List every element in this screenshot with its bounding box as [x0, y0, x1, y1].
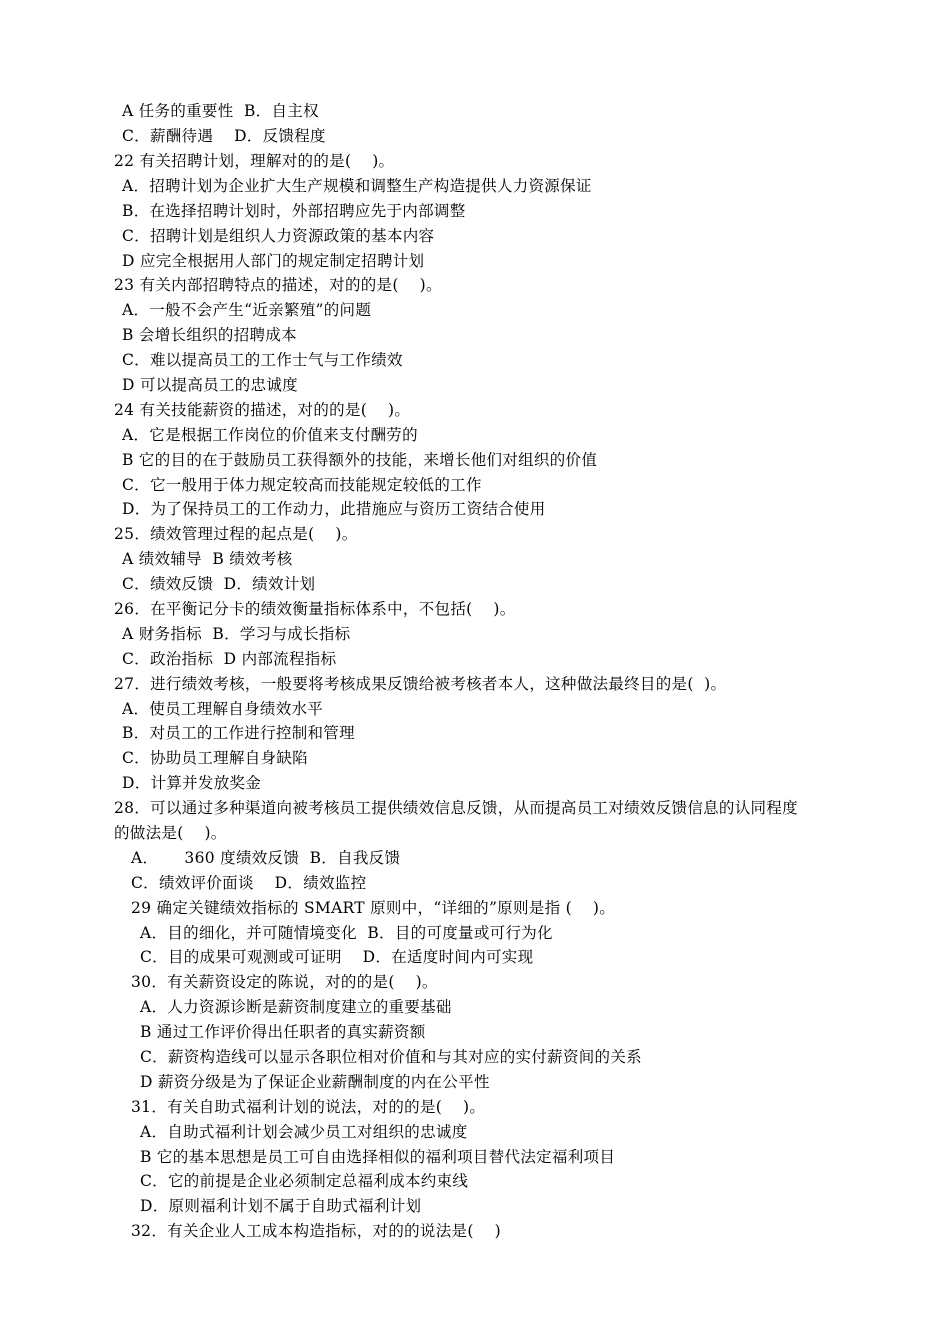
text-line: 24 有关技能薪资的描述，对的的是( )。 [114, 401, 411, 419]
text-line: C．目的成果可观测或可证明 D．在适度时间内可实现 [140, 948, 534, 966]
text-line: B 它的目的在于鼓励员工获得额外的技能，来增长他们对组织的价值 [122, 451, 598, 469]
text-line: 29 确定关键绩效指标的 SMART 原则中，“详细的”原则是指 ( )。 [131, 899, 616, 917]
text-line: C．绩效反馈 D．绩效计划 [122, 575, 316, 593]
text-line: A． 360 度绩效反馈 B．自我反馈 [131, 849, 401, 867]
text-line: C．它一般用于体力规定较高而技能规定较低的工作 [122, 476, 482, 494]
text-line: B 会增长组织的招聘成本 [122, 326, 297, 344]
text-line: A．人力资源诊断是薪资制度建立的重要基础 [140, 998, 452, 1016]
text-line: C．绩效评价面谈 D．绩效监控 [131, 874, 367, 892]
text-line: 28．可以通过多种渠道向被考核员工提供绩效信息反馈，从而提高员工对绩效反馈信息的认同程度 [114, 799, 798, 817]
text-line: C．薪资构造线可以显示各职位相对价值和与其对应的实付薪资间的关系 [140, 1048, 642, 1066]
text-line: 22 有关招聘计划，理解对的的是( )。 [114, 152, 395, 170]
text-line: D．计算并发放奖金 [122, 774, 262, 792]
text-line: C．政治指标 D 内部流程指标 [122, 650, 337, 668]
text-line: C．它的前提是企业必须制定总福利成本约束线 [140, 1172, 469, 1190]
text-line: 25．绩效管理过程的起点是( )。 [114, 525, 358, 543]
text-line: B．对员工的工作进行控制和管理 [122, 724, 355, 742]
text-line: B 它的基本思想是员工可自由选择相似的福利项目替代法定福利项目 [140, 1148, 616, 1166]
text-line: C．招聘计划是组织人力资源政策的基本内容 [122, 227, 435, 245]
text-line: C．难以提高员工的工作士气与工作绩效 [122, 351, 403, 369]
text-line: A．它是根据工作岗位的价值来支付酬劳的 [122, 426, 418, 444]
text-line: B 通过工作评价得出任职者的真实薪资额 [140, 1023, 426, 1041]
text-line: 23 有关内部招聘特点的描述，对的的是( )。 [114, 276, 442, 294]
text-line: D 薪资分级是为了保证企业薪酬制度的内在公平性 [140, 1073, 490, 1091]
text-line: A 财务指标 B．学习与成长指标 [122, 625, 351, 643]
text-line: 32．有关企业人工成本构造指标，对的的说法是( ) [131, 1222, 501, 1240]
text-line: A．目的细化，并可随情境变化 B．目的可度量或可行为化 [140, 924, 553, 942]
text-line: C．薪酬待遇 D．反馈程度 [122, 127, 326, 145]
text-line: A．自助式福利计划会减少员工对组织的忠诚度 [140, 1123, 468, 1141]
text-line: D 应完全根据用人部门的规定制定招聘计划 [122, 252, 425, 270]
text-line: 27．进行绩效考核，一般要将考核成果反馈给被考核者本人，这种做法最终目的是( )。 [114, 675, 727, 693]
text-line: D 可以提高员工的忠诚度 [122, 376, 298, 394]
text-line: D．原则福利计划不属于自助式福利计划 [140, 1197, 422, 1215]
text-line: A 绩效辅导 B 绩效考核 [122, 550, 293, 568]
text-line: C．协助员工理解自身缺陷 [122, 749, 308, 767]
text-line: 26．在平衡记分卡的绩效衡量指标体系中，不包括( )。 [114, 600, 516, 618]
text-line: B．在选择招聘计划时，外部招聘应先于内部调整 [122, 202, 466, 220]
text-line: A．使员工理解自身绩效水平 [122, 700, 324, 718]
text-line: A．一般不会产生“近亲繁殖”的问题 [122, 301, 372, 319]
text-line: 31．有关自助式福利计划的说法，对的的是( )。 [131, 1098, 486, 1116]
text-line: A．招聘计划为企业扩大生产规模和调整生产构造提供人力资源保证 [122, 177, 592, 195]
text-line: D．为了保持员工的工作动力，此措施应与资历工资结合使用 [122, 500, 546, 518]
text-line: 30．有关薪资设定的陈说，对的的是( )。 [131, 973, 438, 991]
text-line: 的做法是( )。 [114, 824, 227, 842]
text-line: A 任务的重要性 B．自主权 [122, 102, 319, 120]
